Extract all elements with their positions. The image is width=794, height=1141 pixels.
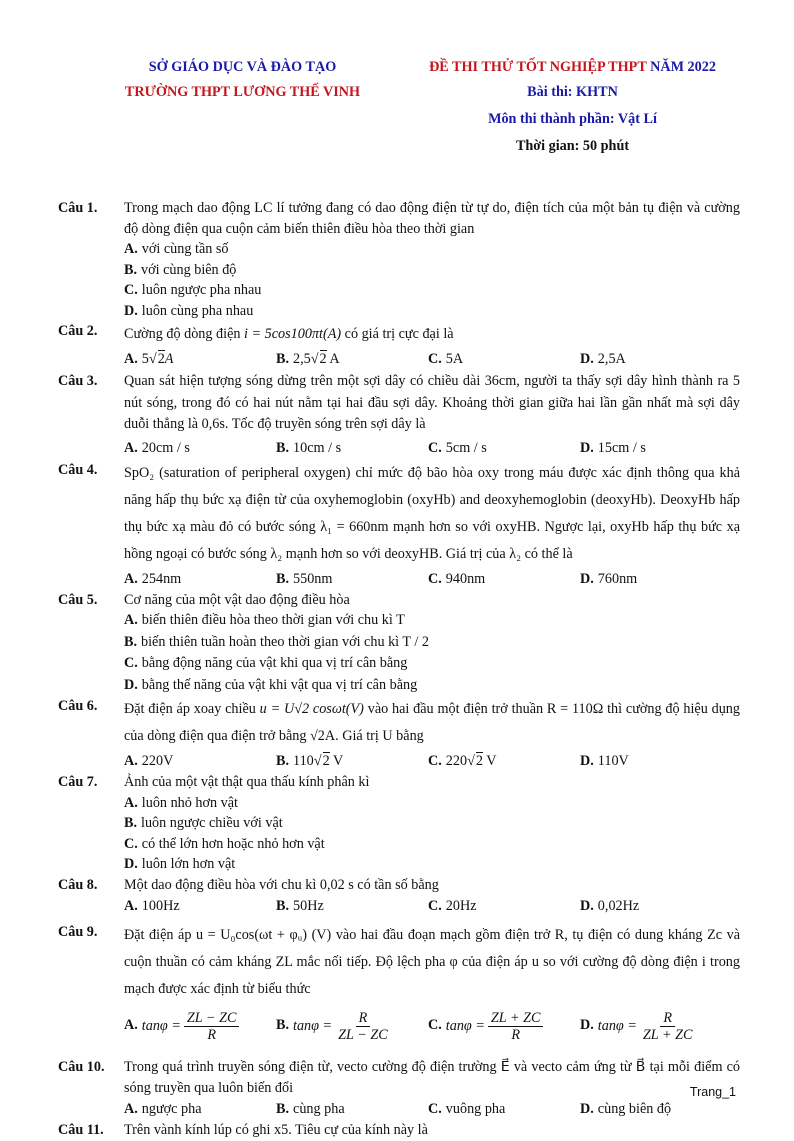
option-d[interactable]: D. luôn cùng pha nhau [124,302,254,319]
question-3 [58,371,740,460]
exam-component: Môn thi thành phần: Vật Lí [488,111,657,127]
question-8 [58,875,740,918]
school-name: TRƯỜNG THPT LƯƠNG THẾ VINH [124,84,361,100]
exam-duration: Thời gian: 50 phút [515,138,630,154]
option-d[interactable]: D. 0,02Hz [580,898,640,914]
question-5 [58,590,740,697]
option-d[interactable]: D. cùng biên độ [580,1101,672,1117]
question-label: Câu 9. [58,924,98,940]
option-c[interactable]: C. vuông pha [428,1101,506,1117]
question-stem: Đặt điện áp u = U₀cos(ωt + φᵤ) (V) vào hai đầu đoạn mạch gồm điện trở R, tụ điện có dung kháng Zc và cuộn thuần có cảm kháng ZL mắc nối tiếp. Độ lệch pha φ của điện áp u so với cường độ dòng điện i trong mạch được xác định từ biểu thức [124,927,740,997]
option-a[interactable]: A. 220V [124,753,174,769]
option-b[interactable]: B. luôn ngược chiều với vật [124,815,283,831]
option-c[interactable]: C. 5A [428,351,464,367]
option-c[interactable]: C. có thể lớn hơn hoặc nhỏ hơn vật [124,835,325,852]
question-stem: Đặt điện áp xoay chiều u = U√2 cosωt(V) vào hai đầu một điện trở thuần R = 110Ω thì cường độ hiệu dụng của dòng điện qua điện trở bằng √2A. Giá trị U bằng [124,701,740,744]
option-d[interactable]: D. 110V [580,753,629,769]
question-label: Câu 10. [58,1059,105,1075]
question-4 [58,460,740,590]
question-stem: SpO₂ (saturation of peripheral oxygen) chỉ mức độ bão hòa oxy trong máu được xác định thông qua khả năng hấp thụ bức xạ điện từ của oxyhemoglobin (oxyHb) and deoxyhemoglobin (deoxyHb). DeoxyHb hấp thụ bức xạ màu đỏ có bước sóng λ₁ = 660nm mạnh hơn so với oxyHB. Ngược lại, oxyHb hấp thụ bức xạ hồng ngoại có bước sóng λ₂ mạnh hơn so với deoxyHB. Giá trị của λ₂ có thể là [124,464,740,562]
question-label: Câu 4. [58,461,98,478]
option-b[interactable]: B. tanφ = $\frac{R}{ZL - ZC}$ [276,1009,388,1043]
options [124,568,740,590]
question-1 [58,198,740,321]
department-name: SỞ GIÁO DỤC VÀ ĐÀO TẠO [148,59,337,75]
option-a[interactable]: A. 5√2A [124,351,174,367]
options [124,1098,740,1120]
options [124,793,740,875]
option-b[interactable]: B. cùng pha [276,1101,345,1117]
exam-subject: Bài thi: KHTN [527,84,618,100]
option-c[interactable]: C. tanφ = $\frac{ZL + ZC}{R}$ [428,1010,580,1043]
question-stem: Cơ năng của một vật dao động điều hòa [124,591,350,608]
header-exam [395,56,750,162]
option-b[interactable]: B. với cùng biên độ [124,261,237,278]
exam-title: ĐỀ THI THỬ TỐT NGHIỆP THPT NĂM 2022 [429,59,716,75]
question-stem: Một dao động điều hòa với chu kì 0,02 s có tần số bằng [124,876,439,893]
options [124,436,740,460]
question-label: Câu 5. [58,591,98,608]
question-stem: Cường độ dòng điện i = 5cos100πt(A) có giá trị cực đại là [124,326,454,342]
option-c[interactable]: C. 5cm / s [428,439,487,456]
question-6 [58,696,740,772]
question-label: Câu 7. [58,774,98,790]
question-stem: Ảnh của một vật thật qua thấu kính phân kì [124,774,370,790]
header-school [95,56,390,108]
option-a[interactable]: A. tanφ = $\frac{ZL - ZC}{R}$ [124,1010,276,1043]
options [124,895,740,917]
option-d[interactable]: D. tanφ = $\frac{R}{ZL + ZC}$ [580,1009,693,1043]
option-a[interactable]: A. luôn nhỏ hơn vật [124,794,238,811]
option-c[interactable]: C. luôn ngược pha nhau [124,282,262,298]
option-d[interactable]: D. bằng thế năng của vật khi vật qua vị trí cân bằng [124,676,418,693]
question-stem: Quan sát hiện tượng sóng dừng trên một sợi dây có chiều dài 36cm, người ta thấy sợi dây hình thành ra 5 nút sóng, trong đó có hai nút nằm tại hai đầu sợi dây. Khoảng thời gian giữa hai lần gần nhất mà sợi dây duỗi thẳng là 0,6s. Tốc độ truyền sóng trên sợi dây là [124,373,740,432]
option-d[interactable]: D. 2,5A [580,351,626,367]
option-b[interactable]: B. 10cm / s [276,439,342,456]
option-c[interactable]: C. 220√2 V [428,753,497,769]
option-b[interactable]: B. 50Hz [276,898,324,914]
option-b[interactable]: B. 2,5√2 A [276,351,340,367]
question-stem: Trên vành kính lúp có ghi x5. Tiêu cự của kính này là [124,1122,428,1138]
option-a[interactable]: A. 100Hz [124,898,180,914]
option-b[interactable]: B. 550nm [276,570,333,587]
options [124,750,740,772]
question-10 [58,1057,740,1120]
option-c[interactable]: C. 20Hz [428,898,477,914]
question-7 [58,772,740,875]
options [124,1003,740,1049]
option-b[interactable]: B. 110√2 V [276,753,344,769]
option-c[interactable]: C. bằng động năng của vật khi qua vị trí cân bằng [124,655,408,671]
option-b[interactable]: B. biến thiên tuần hoàn theo thời gian với chu kì T / 2 [124,633,429,650]
question-9 [58,922,740,1049]
question-label: Câu 2. [58,323,98,339]
question-stem: Trong mạch dao động LC lí tưởng đang có dao động điện từ tự do, điện tích của một bản tụ điện và cường độ dòng điện qua cuộn cảm biến thiên điều hòa theo thời gian [124,200,740,237]
question-label: Câu 8. [58,876,98,893]
option-a[interactable]: A. biến thiên điều hòa theo thời gian với chu kì T [124,612,405,628]
question-2 [58,321,740,371]
option-d[interactable]: D. 760nm [580,570,638,587]
question-11 [58,1120,740,1141]
question-label: Câu 6. [58,698,98,714]
option-a[interactable]: A. 20cm / s [124,439,190,456]
option-a[interactable]: A. ngược pha [124,1101,202,1117]
option-a[interactable]: A. 254nm [124,570,182,587]
question-label: Câu 3. [58,373,98,389]
question-stem: Trong quá trình truyền sóng điện từ, vecto cường độ điện trường E⃗ và vecto cảm ứng từ B⃗ tại mỗi điểm có sóng truyền qua luôn biến đổi [124,1059,740,1096]
options [124,347,740,371]
option-c[interactable]: C. 940nm [428,570,486,587]
question-list [58,198,740,1141]
page-number: Trang_1 [689,1085,736,1099]
options [124,610,740,696]
question-label: Câu 11. [58,1122,104,1138]
option-d[interactable]: D. 15cm / s [580,439,646,456]
question-label: Câu 1. [58,200,98,216]
option-d[interactable]: D. luôn lớn hơn vật [124,856,236,872]
options [124,239,740,321]
option-a[interactable]: A. với cùng tần số [124,241,229,257]
